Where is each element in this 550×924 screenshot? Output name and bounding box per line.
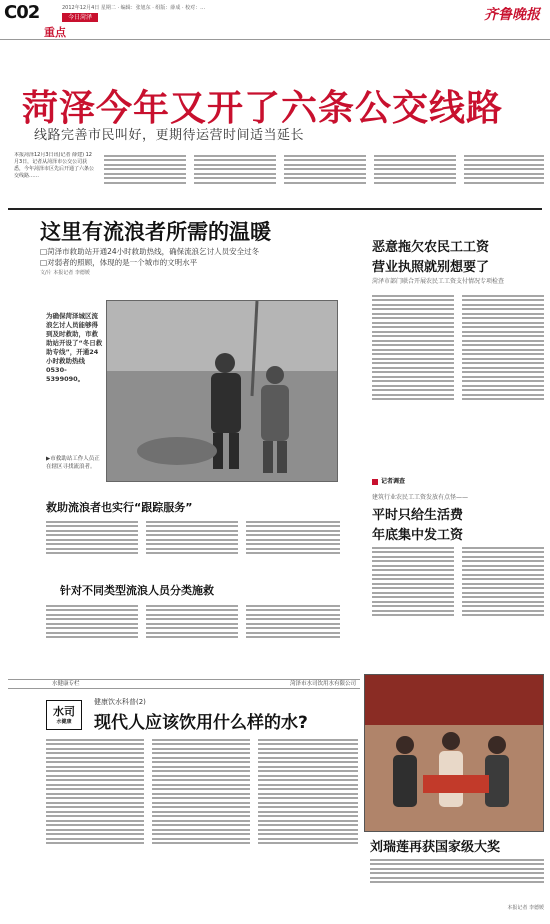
story2-body-a (46, 518, 342, 578)
rescue-scene-illustration (107, 301, 338, 482)
newspaper-brand: 齐鲁晚报 (484, 7, 540, 23)
story2-a-col-1 (46, 518, 138, 578)
lead-column-6 (464, 152, 544, 204)
water-banner-left: 水健康专栏 (52, 681, 80, 687)
right1-body (372, 292, 544, 492)
award-photo (364, 674, 544, 832)
award-body-col (370, 856, 544, 904)
award-headline: 刘瑞莲再获国家级大奖 (370, 840, 501, 855)
right1-headline-2: 营业执照就别想要了 (372, 260, 490, 275)
right2-col-1 (372, 544, 454, 668)
story2-photo (106, 300, 338, 482)
lead-column-3 (194, 152, 276, 204)
section-tag: 今日菏泽 (62, 13, 98, 22)
story2-lede: 为确保菏泽城区流浪乞讨人员能够得到及时救助，市救助站开设了“冬日救助专线”，开通24小时救助热线0530-5399090。 (46, 312, 103, 383)
award-body (370, 856, 544, 912)
page-code: C02 (4, 2, 40, 23)
story2-a-col-2 (146, 518, 238, 578)
award-ceremony-illustration (365, 675, 544, 832)
lead-headline: 菏泽今年又开了六条公交线路 (22, 88, 504, 129)
page-meta: 2012年12月4日 星期二 · 编辑：张旭东 · 组版：薛成 · 校对：… (62, 5, 206, 11)
lead-column-5 (374, 152, 456, 204)
section-divider (8, 208, 542, 210)
right1-label-bar (372, 476, 544, 486)
story2-body-b (46, 602, 342, 666)
story2-sub-line-2: □对弱者的照顾，体现的是一个城市的文明水平 (40, 258, 198, 267)
right2-kicker: 建筑行业农民工工资发放有点怪—— (372, 494, 469, 501)
story2-b-col-3 (246, 602, 340, 666)
award-byline: 本报记者 李德媛 (507, 905, 544, 911)
water-kicker: 健康饮水科普(2) (94, 698, 146, 706)
right1-label: 记者调查 (381, 478, 406, 485)
lead-subheadline: 线路完善市民叫好，更期待运营时间适当延长 (34, 128, 305, 143)
lead-body-text (14, 152, 544, 204)
lead-byline: 本报菏泽12月3日讯(记者 薛建) 12月3日，记者从菏泽市公交公司获悉，今年菏泽市区先后开通了六条公交线路…… (14, 152, 95, 179)
right2-headline-1: 平时只给生活费 (372, 508, 464, 523)
water-col-3 (258, 736, 358, 916)
story2-b-col-2 (146, 602, 238, 666)
water-body (46, 736, 360, 920)
story2-section-heading-2: 针对不同类型流浪人员分类施救 (60, 584, 214, 597)
story2-photo-caption: ▶市救助站工作人员正在辖区寻找流浪者。 (46, 456, 100, 470)
story2-byline: 文/片 本报记者 李德媛 (40, 270, 90, 276)
right2-col-2 (462, 544, 544, 668)
story2-a-col-3 (246, 518, 340, 578)
story2-section-heading-1: 救助流浪者也实行“跟踪服务” (46, 501, 193, 514)
right2-headline-2: 年底集中发工资 (372, 528, 464, 543)
water-company-logo (46, 700, 82, 730)
story2-headline: 这里有流浪者所需的温暖 (40, 220, 271, 244)
water-col-1 (46, 736, 144, 916)
lead-column-1 (14, 152, 96, 204)
right1-col-1 (372, 292, 454, 472)
lead-column-2 (104, 152, 186, 204)
lead-column-4 (284, 152, 366, 204)
story2-sub-line-1: □菏泽市救助站开通24小时救助热线，确保流浪乞讨人员安全过冬 (40, 247, 260, 256)
right1-subheadline: 菏泽市部门联合开展农民工工资支付情况专项检查 (372, 278, 505, 285)
story2-subheadline (40, 246, 330, 279)
story2-b-col-1 (46, 602, 138, 666)
section-name: 重点 (44, 26, 66, 39)
water-col-2 (152, 736, 250, 916)
right1-col-2 (462, 292, 544, 472)
water-logo-text: 水健康 (56, 718, 72, 725)
right1-headline-1: 恶意拖欠农民工工资 (372, 240, 490, 255)
water-headline: 现代人应该饮用什么样的水? (94, 713, 308, 733)
water-banner-right: 菏泽市水司饮用水有限公司 (289, 681, 356, 687)
right2-body (372, 544, 544, 668)
masthead (0, 0, 550, 40)
water-logo-mark: 水司 (53, 704, 75, 718)
water-banner (8, 679, 360, 689)
